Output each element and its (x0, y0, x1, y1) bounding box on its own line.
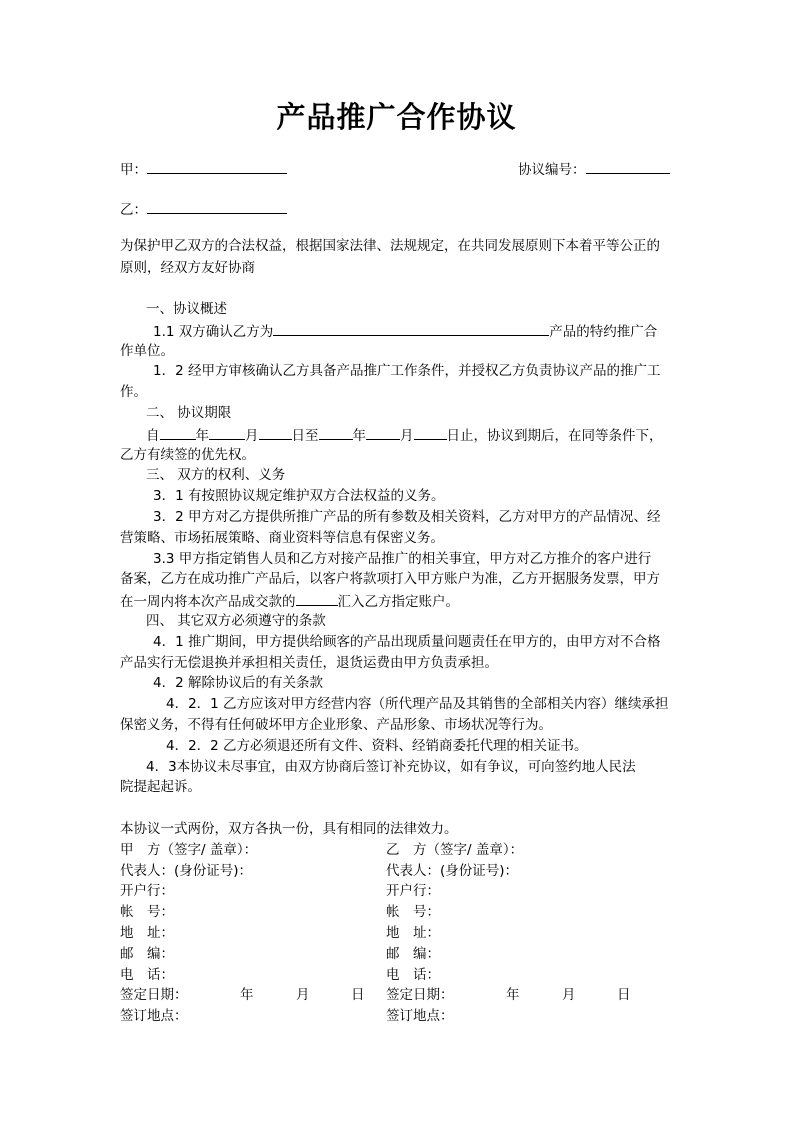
clause-3-1: 3．1 有按照协议规定维护双方合法权益的义务。 (153, 488, 445, 504)
section-2-heading: 二、 协议期限 (146, 405, 232, 421)
clause-3-3-cont-2-suffix: 汇入乙方指定账户。 (337, 594, 459, 610)
clause-4-3-cont: 院提起起诉。 (120, 779, 201, 795)
sign-a-phone: 电 话： (120, 967, 174, 983)
sign-a-bank: 开户行： (120, 883, 174, 899)
sign-a-representative: 代表人：(身份证号)： (120, 863, 253, 879)
sign-b-month: 月 (562, 987, 576, 1003)
sign-a-address: 地 址： (120, 925, 174, 941)
sign-a-place: 签订地点： (120, 1008, 188, 1024)
start-year-blank (160, 425, 196, 440)
section-3-heading: 三、 双方的权利、义务 (146, 467, 286, 483)
sign-b-date: 签定日期： (386, 987, 454, 1003)
clause-3-3-cont-2-prefix: 在一周内将本次产品成交款的 (120, 594, 296, 610)
clause-4-1-cont: 产品实行无偿退换并承担相关责任，退货运费由甲方负责承担。 (120, 655, 498, 671)
period-year: 年 (195, 428, 209, 444)
clause-4-2: 4．2 解除协议后的有关条款 (153, 675, 323, 691)
start-day-blank (259, 425, 292, 440)
sign-a-postcode: 邮 编： (120, 946, 174, 962)
party-a-label: 甲： (120, 162, 147, 178)
document-title: 产品推广合作协议 (276, 100, 517, 134)
end-year-blank (319, 425, 353, 440)
section-1-heading: 一、协议概述 (146, 301, 227, 317)
clause-3-3-cont-1: 备案，乙方在成功推广产品后，以客户将款项打入甲方账户为准，乙方开据服务发票，甲方 (120, 571, 660, 587)
period-year-2: 年 (352, 428, 366, 444)
sign-a-party: 甲 方（签字/ 盖章）： (120, 842, 258, 858)
sign-b-address: 地 址： (386, 925, 440, 941)
sign-b-account: 帐 号： (386, 904, 440, 920)
product-blank (273, 321, 549, 336)
party-b-line (120, 199, 680, 219)
agreement-no-blank (586, 159, 670, 174)
clause-4-1: 4．1 推广期间，甲方提供给顾客的产品出现质量问题责任在甲方的，由甲方对不合格 (153, 634, 661, 650)
clause-1-1 (153, 321, 713, 341)
agreement-no-label: 协议编号： (518, 162, 586, 178)
period-from: 自 (146, 428, 160, 444)
clause-4-2-1-cont: 保密义务，不得有任何破坏甲方企业形象、产品形象、市场状况等行为。 (120, 717, 552, 733)
clause-3-2: 3．2 甲方对乙方提供所推广产品的所有参数及相关资料，乙方对甲方的产品情况、经 (153, 509, 661, 525)
clause-3-3-cont-2 (120, 591, 680, 611)
sign-b-representative: 代表人：(身份证号)： (386, 863, 519, 879)
clause-1-2-cont: 作。 (120, 384, 147, 400)
sign-b-day: 日 (617, 987, 631, 1003)
sign-b-bank: 开户行： (386, 883, 440, 899)
sign-b-place: 签订地点： (386, 1008, 454, 1024)
section-2-cont: 乙方有续签的优先权。 (120, 447, 255, 463)
clause-1-1-cont: 作单位。 (120, 343, 174, 359)
end-day-blank (414, 425, 447, 440)
clause-3-3: 3.3 甲方指定销售人员和乙方对接产品推广的相关事宜，甲方对乙方推介的客户进行 (153, 551, 652, 567)
end-month-blank (366, 425, 400, 440)
closing-statement: 本协议一式两份，双方各执一份，具有相同的法律效力。 (120, 821, 458, 837)
agreement-no-line (518, 159, 670, 179)
clause-1-1-prefix: 1.1 双方确认乙方为 (153, 324, 274, 340)
period-month-2: 月 (400, 428, 414, 444)
clause-4-2-1: 4．2．1 乙方应该对甲方经营内容（所代理产品及其销售的全部相关内容）继续承担 (166, 696, 669, 712)
sign-b-party: 乙 方（签字/ 盖章）： (386, 842, 524, 858)
clause-4-3: 4．3本协议未尽事宜，由双方协商后签订补充协议，如有争议，可向签约地人民法 (146, 759, 636, 775)
intro-line-2: 原则，经双方友好协商 (120, 260, 255, 276)
period-tail: 日止，协议到期后，在同等条件下， (446, 428, 663, 444)
party-b-label: 乙： (120, 202, 147, 218)
sign-b-postcode: 邮 编： (386, 946, 440, 962)
section-4-heading: 四、 其它双方必须遵守的条款 (146, 613, 326, 629)
period-line (146, 425, 680, 445)
party-b-blank (147, 199, 287, 214)
period-month: 月 (245, 428, 259, 444)
payment-blank (296, 591, 338, 606)
sign-a-date: 签定日期： (120, 987, 188, 1003)
period-day-to: 日至 (291, 428, 319, 444)
start-month-blank (209, 425, 245, 440)
sign-a-year: 年 (240, 987, 254, 1003)
party-a-blank (147, 159, 287, 174)
sign-a-month: 月 (296, 987, 310, 1003)
clause-3-2-cont: 营策略、市场拓展策略、商业资料等信息有保密义务。 (120, 530, 444, 546)
sign-b-year: 年 (506, 987, 520, 1003)
sign-a-account: 帐 号： (120, 904, 174, 920)
intro-line-1: 为保护甲乙双方的合法权益，根据国家法律、法规规定，在共同发展原则下本着平等公正的 (120, 238, 660, 254)
clause-4-2-2: 4．2．2 乙方必须退还所有文件、资料、经销商委托代理的相关证书。 (166, 738, 588, 754)
clause-1-2: 1．2 经甲方审核确认乙方具备产品推广工作条件，并授权乙方负责协议产品的推广工 (153, 363, 661, 379)
sign-b-phone: 电 话： (386, 967, 440, 983)
clause-1-1-suffix: 产品的特约推广合 (549, 324, 658, 340)
sign-a-day: 日 (351, 987, 365, 1003)
